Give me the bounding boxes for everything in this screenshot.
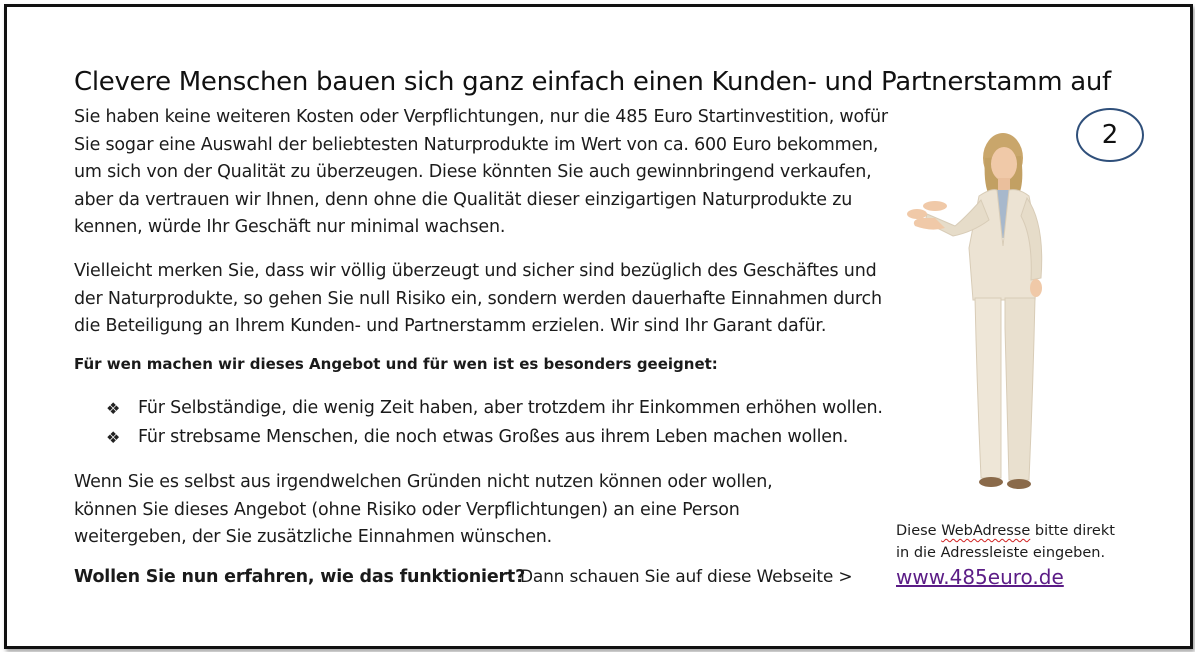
text-line: Sie sogar eine Auswahl der beliebtesten Naturprodukte im Wert von ca. 600 Euro bekommen, [74, 134, 879, 155]
address-hint [896, 520, 1115, 564]
list-item [106, 423, 883, 452]
cta-text: Dann schauen Sie auf diese Webseite > [520, 567, 853, 587]
diamond-bullet-icon: ❖ [106, 399, 121, 418]
paragraph-guarantee [74, 258, 894, 341]
paragraph-share [74, 469, 894, 552]
woman-in-beige-suit-presenting [905, 128, 1080, 493]
target-group-heading: Für wen machen wir dieses Angebot und für wen ist es besonders geeignet: [74, 355, 718, 373]
text-line: können Sie dieses Angebot (ohne Risiko oder Verpflichtungen) an eine Person [74, 499, 740, 520]
hint-text: Diese [896, 523, 942, 539]
page-number-badge: 2 [1076, 108, 1144, 162]
text-line: Sie haben keine weiteren Kosten oder Verpflichtungen, nur die 485 Euro Startinvestition, wofür [74, 107, 888, 127]
paragraph-costs [74, 104, 894, 242]
cta-question: Wollen Sie nun erfahren, wie das funktioniert? [74, 567, 526, 587]
text-line: um sich von der Qualität zu überzeugen. Diese könnten Sie auch gewinnbringend verkaufen, [74, 162, 872, 182]
text-line: aber da vertrauen wir Ihnen, denn ohne die Qualität dieser einzigartigen Naturprodukte zu [74, 189, 853, 210]
hint-line: in die Adressleiste eingeben. [896, 545, 1106, 561]
text-line: Vielleicht merken Sie, dass wir völlig überzeugt und sicher sind bezüglich des Geschäftes und [74, 261, 877, 281]
list-item-text: Für strebsame Menschen, die noch etwas Großes aus ihrem Leben machen wollen. [138, 427, 849, 447]
text-line: kennen, würde Ihr Geschäft nur minimal wachsen. [74, 217, 506, 237]
list-item-text: Für Selbständige, die wenig Zeit haben, aber trotzdem ihr Einkommen erhöhen wollen. [138, 398, 883, 418]
text-line: die Beteiligung an Ihrem Kunden- und Partnerstamm erzielen. Wir sind Ihr Garant dafür. [74, 316, 827, 336]
hint-text: bitte direkt [1030, 523, 1115, 539]
text-line: der Naturprodukte, so gehen Sie null Risiko ein, sondern werden dauerhafte Einnahmen durch [74, 288, 882, 309]
page-title: Clevere Menschen bauen sich ganz einfach einen Kunden- und Partnerstamm auf [74, 67, 1111, 98]
diamond-bullet-icon: ❖ [106, 428, 121, 447]
website-link[interactable]: www.485euro.de [896, 565, 1064, 589]
hint-line [896, 520, 1115, 542]
list-item [106, 394, 883, 423]
text-line: Wenn Sie es selbst aus irgendwelchen Gründen nicht nutzen können oder wollen, [74, 472, 773, 492]
text-line: weitergeben, der Sie zusätzliche Einnahmen wünschen. [74, 527, 553, 547]
spellcheck-marked-word: WebAdresse [941, 523, 1031, 539]
target-group-list [106, 394, 883, 452]
